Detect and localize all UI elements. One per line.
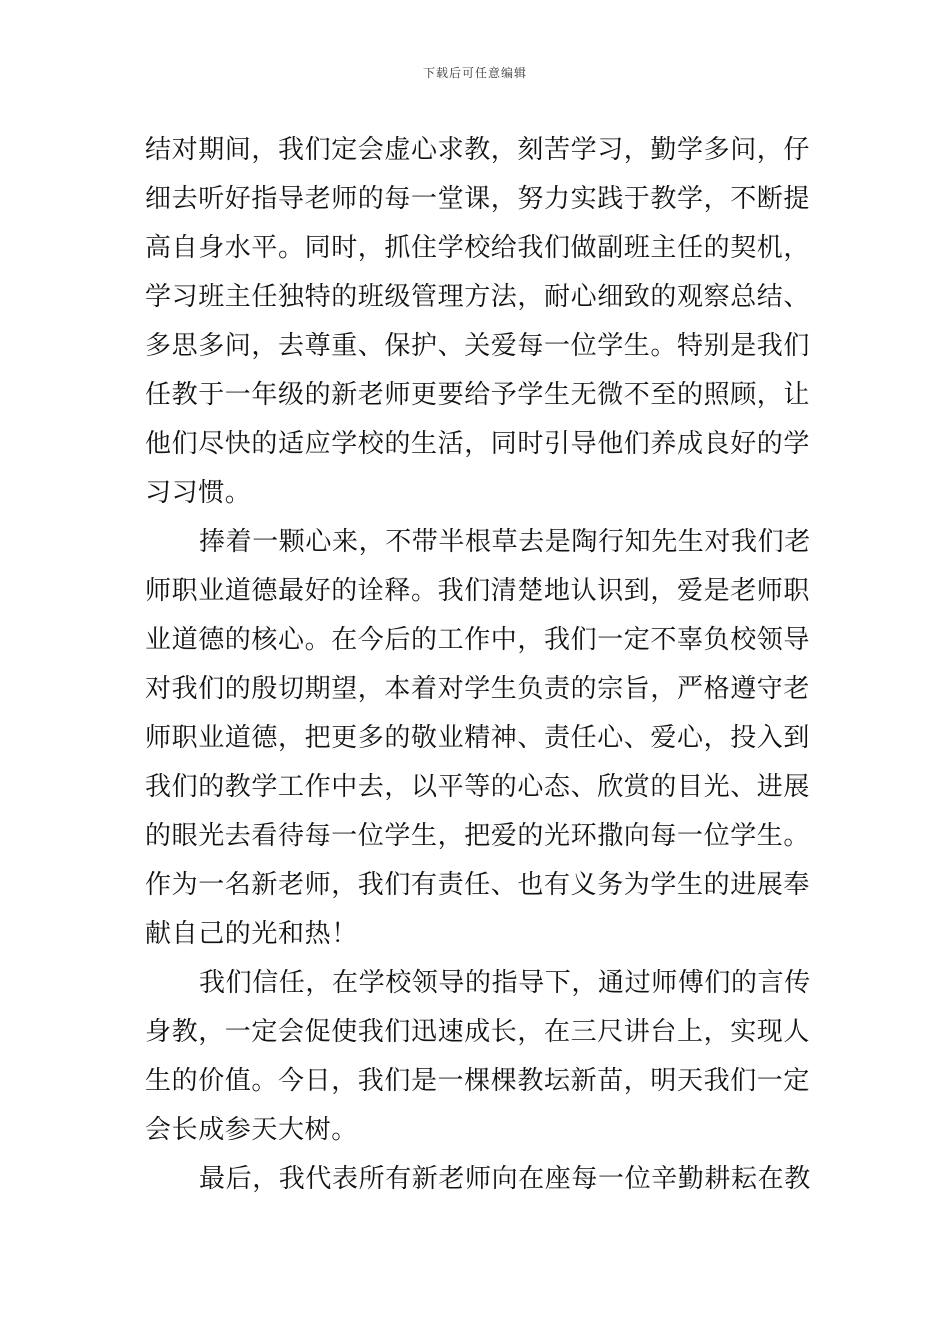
paragraph-3-line-1: 我们信任，在学校领导的指导下，通过师傅们的言传 [199,968,811,998]
paragraph-1-line-4: 学习班主任独特的班级管理方法，耐心细致的观察总结、 [145,282,811,312]
paragraph-3-line-3: 生的价值。今日，我们是一棵棵教坛新苗，明天我们一定 [145,1066,811,1096]
paragraph-1-line-6: 任教于一年级的新老师更要给予学生无微不至的照顾，让 [145,380,811,410]
paragraph-2-line-3: 业道德的核心。在今后的工作中，我们一定不辜负校领导 [145,625,811,655]
paragraph-1-line-7: 他们尽快的适应学校的生活，同时引导他们养成良好的学 [145,429,811,459]
paragraph-3-line-4: 会长成参天大树。 [145,1115,358,1145]
paragraph-1-line-3: 高自身水平。同时，抓住学校给我们做副班主任的契机， [145,233,811,263]
paragraph-3-line-2: 身教，一定会促使我们迅速成长，在三尺讲台上，实现人 [145,1017,811,1047]
paragraph-2-line-9: 献自己的光和热！ [145,919,358,949]
paragraph-1-line-5: 多思多问，去尊重、保护、关爱每一位学生。特别是我们 [145,331,811,361]
paragraph-2-line-2: 师职业道德最好的诠释。我们清楚地认识到，爱是老师职 [145,576,811,606]
paragraph-2-line-7: 的眼光去看待每一位学生，把爱的光环撒向每一位学生。 [145,821,811,851]
paragraph-1-line-1: 结对期间，我们定会虚心求教，刻苦学习，勤学多问，仔 [145,135,811,165]
paragraph-2-line-1: 捧着一颗心来，不带半根草去是陶行知先生对我们老 [199,527,811,557]
paragraph-2-line-4: 对我们的殷切期望，本着对学生负责的宗旨，严格遵守老 [145,674,811,704]
page-header-note: 下载后可任意编辑 [422,66,527,80]
paragraph-2-line-8: 作为一名新老师，我们有责任、也有义务为学生的进展奉 [145,870,811,900]
paragraph-2-line-6: 我们的教学工作中去，以平等的心态、欣赏的目光、进展 [145,772,811,802]
document-body [145,126,809,1204]
paragraph-1-line-8: 习习惯。 [145,478,252,508]
paragraph-1-line-2: 细去听好指导老师的每一堂课，努力实践于教学，不断提 [145,184,811,214]
paragraph-4-line-1: 最后，我代表所有新老师向在座每一位辛勤耕耘在教 [199,1164,811,1194]
paragraph-2-line-5: 师职业道德，把更多的敬业精神、责任心、爱心，投入到 [145,723,811,753]
